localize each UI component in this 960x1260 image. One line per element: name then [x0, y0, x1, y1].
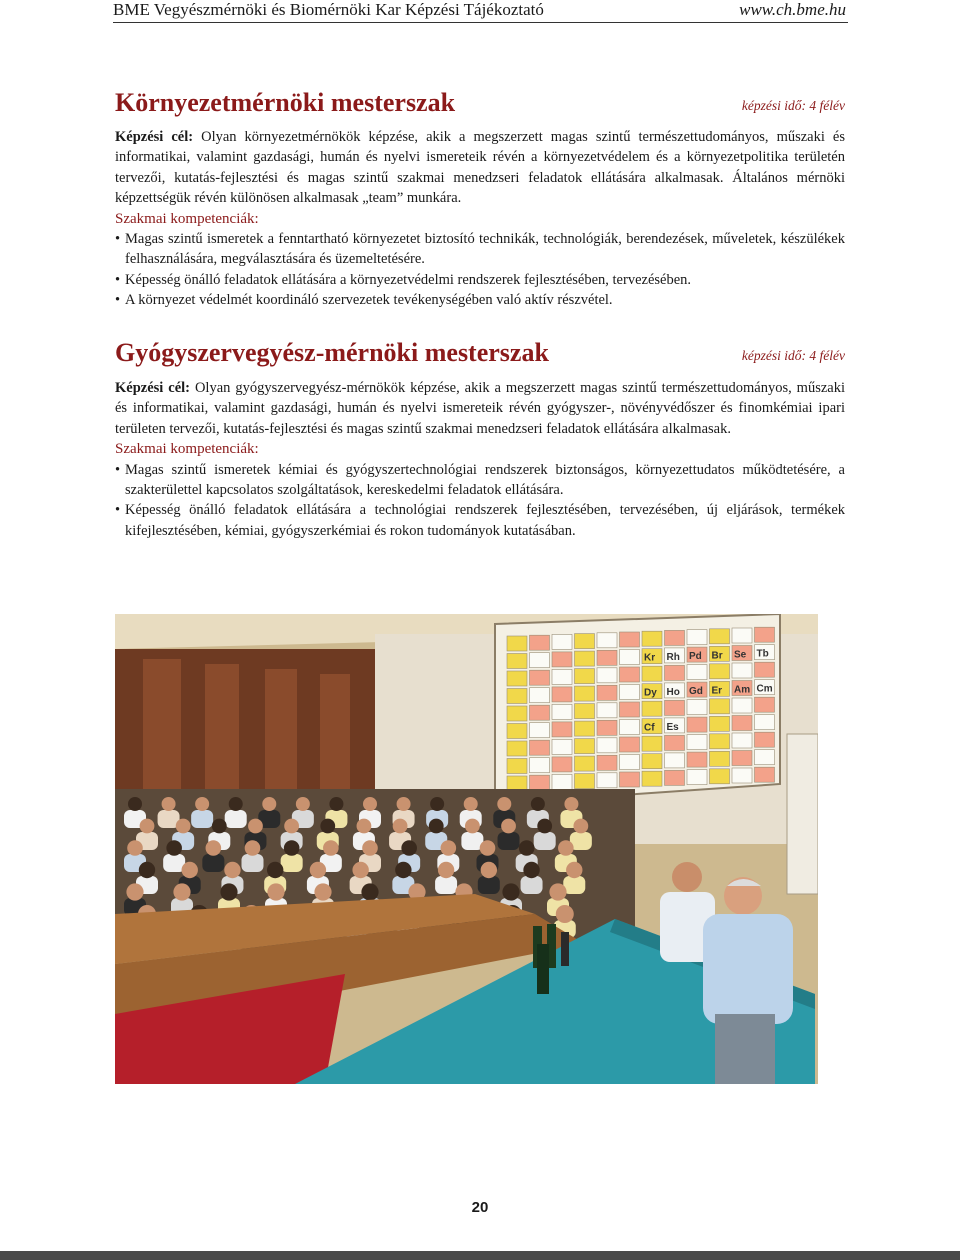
element-cell: [665, 770, 685, 785]
element-symbol: Kr: [644, 652, 656, 664]
element-cell: [665, 630, 685, 645]
element-cell: [507, 759, 527, 774]
element-cell: [552, 634, 572, 649]
element-cell: [642, 631, 662, 646]
element-cell: [687, 717, 707, 732]
element-cell: [507, 671, 527, 686]
audience-member-head: [438, 862, 454, 878]
audience-member-head: [523, 862, 539, 878]
element-cell: [597, 720, 617, 735]
element-cell: [507, 741, 527, 756]
competencies-heading: Szakmai kompetenciák:: [115, 441, 259, 458]
element-cell: [507, 724, 527, 739]
element-cell: [732, 768, 752, 783]
audience-member-head: [502, 883, 519, 900]
element-cell: [620, 737, 640, 752]
audience-member: [478, 876, 500, 894]
element-cell: [665, 700, 685, 715]
element-cell: [755, 750, 775, 765]
audience-member-head: [140, 819, 155, 834]
element-cell: [665, 735, 685, 750]
training-goal: [115, 378, 845, 439]
section-duration-environmental: képzési idő: 4 félév: [741, 98, 845, 113]
element-cell: [507, 689, 527, 704]
element-symbol: Br: [711, 650, 723, 662]
element-cell: [665, 753, 685, 768]
element-cell: [552, 757, 572, 772]
element-cell: [755, 627, 775, 642]
competencies-list: [115, 229, 845, 311]
element-cell: [597, 685, 617, 700]
element-cell: [530, 635, 550, 650]
element-cell: [755, 732, 775, 747]
element-symbol: Am: [734, 684, 751, 696]
element-cell: [710, 629, 730, 644]
audience-member-head: [173, 883, 190, 900]
audience-member-head: [357, 819, 372, 834]
element-cell: [575, 704, 595, 719]
element-cell: [507, 654, 527, 669]
element-cell: [620, 720, 640, 735]
element-symbol: Pd: [689, 651, 702, 663]
audience-member-head: [126, 883, 143, 900]
element-cell: [687, 630, 707, 645]
element-cell: [732, 663, 752, 678]
element-cell: [620, 702, 640, 717]
element-cell: [620, 755, 640, 770]
element-symbol: Ho: [666, 686, 680, 698]
element-cell: [575, 686, 595, 701]
element-cell: [665, 665, 685, 680]
section-body-pharmaceutical: [115, 378, 845, 541]
element-cell: [597, 633, 617, 648]
audience-member-head: [361, 883, 378, 900]
element-cell: [575, 756, 595, 771]
element-cell: [642, 666, 662, 681]
element-cell: [575, 774, 595, 789]
audience-member: [534, 832, 556, 850]
audience-member-head: [564, 797, 578, 811]
audience-member: [191, 810, 213, 828]
element-cell: [530, 758, 550, 773]
training-goal-text: Olyan gyógyszervegyész-mérnökök képzése, akik a megszerzett magas szintű természettudományos, műszaki és informatikai, valamint gazdasági, humán és nyelvi ismereteik révén gyógyszer-, növényvédőszer és finomkémiai ipari területen tervezői, kutatás-fejlesztési és magas szintű szakmai menedzseri feladatok ellátására alkalmasak.: [115, 380, 845, 437]
element-cell: [552, 774, 572, 789]
audience-member-head: [501, 819, 516, 834]
element-cell: [687, 665, 707, 680]
training-goal-label: Képzési cél:: [115, 129, 194, 145]
list-item: • Magas szintű ismeretek a fenntartható környezetet biztosító technikák, technológiák, berendezések, műveletek, készülékek felhasználására, megválasztására és üzemeltetésére.: [115, 229, 845, 270]
audience-member-head: [248, 819, 263, 834]
element-cell: [642, 736, 662, 751]
element-cell: [530, 670, 550, 685]
element-cell: [755, 697, 775, 712]
audience-member-head: [284, 819, 299, 834]
element-cell: [552, 739, 572, 754]
audience-member-head: [480, 840, 496, 856]
audience-member-head: [465, 819, 480, 834]
element-cell: [710, 664, 730, 679]
element-cell: [597, 738, 617, 753]
element-cell: [507, 776, 527, 791]
audience-member-head: [558, 840, 574, 856]
element-symbol: Rh: [666, 651, 680, 663]
section-title-pharmaceutical: Gyógyszervegyész-mérnöki mesterszak: [115, 338, 549, 367]
element-cell: [552, 722, 572, 737]
element-cell: [530, 705, 550, 720]
element-cell: [687, 700, 707, 715]
audience-member-head: [329, 797, 343, 811]
element-cell: [687, 752, 707, 767]
audience-member: [435, 876, 457, 894]
audience-member-head: [363, 797, 377, 811]
list-item: • Magas szintű ismeretek kémiai és gyógyszertechnológiai rendszerek biztonságos, környezettudatos működtetésére, a szakterülettel kapcsolatos szolgáltatások, kereskedelmi feladatok ellátására.: [115, 460, 845, 501]
audience-member-head: [549, 883, 566, 900]
element-cell: [710, 769, 730, 784]
footer-bar: [0, 1251, 960, 1260]
audience-member-head: [262, 797, 276, 811]
audience-member: [281, 854, 303, 872]
element-cell: [755, 662, 775, 677]
element-cell: [597, 668, 617, 683]
audience-member-head: [401, 840, 417, 856]
element-cell: [597, 755, 617, 770]
audience-member-head: [166, 840, 182, 856]
element-cell: [597, 703, 617, 718]
audience-member-head: [195, 797, 209, 811]
audience-member: [563, 876, 585, 894]
element-cell: [530, 653, 550, 668]
audience-member-head: [566, 862, 582, 878]
element-cell: [507, 636, 527, 651]
audience-member-head: [224, 862, 240, 878]
audience-member-head: [212, 819, 227, 834]
audience-member-head: [441, 840, 457, 856]
element-cell: [710, 751, 730, 766]
element-cell: [620, 650, 640, 665]
audience-member-head: [220, 883, 237, 900]
element-cell: [642, 771, 662, 786]
element-cell: [710, 716, 730, 731]
audience-member-head: [323, 840, 339, 856]
element-cell: [552, 669, 572, 684]
element-cell: [732, 698, 752, 713]
training-goal-text: Olyan környezetmérnökök képzése, akik a megszerzett magas szintű természettudományos, műszaki és informatikai, valamint gazdasági, humán és nyelvi ismereteik révén a környezetvédelem és a környezetpolitika területén tervezői, kutatás-fejlesztési és magas szintű szakmai menedzseri feladatok ellátására alkalmasak. Általános mérnöki képzettségük révén különösen alkalmasak „team” munkára.: [115, 129, 845, 207]
element-cell: [710, 734, 730, 749]
audience-member-head: [127, 840, 143, 856]
audience-member-head: [267, 862, 283, 878]
audience-member-head: [352, 862, 368, 878]
audience-member-head: [162, 797, 176, 811]
audience-member-head: [397, 797, 411, 811]
element-cell: [620, 667, 640, 682]
audience-member-head: [176, 819, 191, 834]
element-cell: [575, 739, 595, 754]
competencies-heading: Szakmai kompetenciák:: [115, 210, 259, 227]
audience-member-head: [206, 840, 222, 856]
audience-member-head: [429, 819, 444, 834]
element-symbol: Cf: [644, 722, 655, 734]
audience-member-head: [320, 819, 335, 834]
audience-member-head: [464, 797, 478, 811]
element-cell: [552, 687, 572, 702]
audience-member-head: [229, 797, 243, 811]
element-cell: [732, 628, 752, 643]
element-cell: [620, 632, 640, 647]
element-symbol: Dy: [644, 687, 657, 699]
element-cell: [575, 721, 595, 736]
audience-member-head: [128, 797, 142, 811]
audience-member-head: [267, 883, 284, 900]
element-cell: [552, 652, 572, 667]
audience-member-head: [519, 840, 535, 856]
list-item: • Képesség önálló feladatok ellátására a technológiai rendszerek fejlesztésében, tervezésében, új eljárások, termékek kifejlesztésében, kémiai, gyógyszerkémiai és rokon tudományok kutatásában.: [115, 500, 845, 541]
element-cell: [620, 772, 640, 787]
audience-member: [225, 810, 247, 828]
audience-member-head: [393, 819, 408, 834]
lecture-hall-illustration: [115, 614, 818, 1084]
element-symbol: Es: [666, 721, 679, 733]
element-cell: [597, 773, 617, 788]
element-cell: [575, 634, 595, 649]
list-item: • A környezet védelmét koordináló szervezetek tevékenységében való aktív részvétel.: [115, 290, 845, 310]
audience-member-head: [556, 905, 574, 923]
audience-member-head: [182, 862, 198, 878]
list-item: • Képesség önálló feladatok ellátására a környezetvédelmi rendszerek fejlesztésében, tervezésében.: [115, 270, 845, 290]
element-cell: [507, 706, 527, 721]
audience-member-head: [245, 840, 261, 856]
section-body-environmental: [115, 127, 845, 311]
competencies-list: [115, 460, 845, 542]
training-goal-label: Képzési cél:: [115, 380, 190, 396]
audience-member-head: [531, 797, 545, 811]
page-number: 20: [471, 1199, 489, 1216]
audience-member-head: [284, 840, 300, 856]
audience-member: [521, 876, 543, 894]
element-cell: [755, 715, 775, 730]
audience-member-head: [537, 819, 552, 834]
element-cell: [642, 701, 662, 716]
audience-member: [242, 854, 264, 872]
header-website: www.ch.bme.hu: [739, 0, 846, 19]
element-cell: [530, 688, 550, 703]
audience-member-head: [430, 797, 444, 811]
element-cell: [530, 723, 550, 738]
element-cell: [732, 716, 752, 731]
element-cell: [732, 751, 752, 766]
element-cell: [552, 704, 572, 719]
element-symbol: Er: [711, 685, 723, 697]
audience-member-head: [362, 840, 378, 856]
element-symbol: Tb: [756, 648, 769, 660]
element-cell: [575, 651, 595, 666]
element-cell: [597, 650, 617, 665]
audience-member: [202, 854, 224, 872]
audience-member-head: [310, 862, 326, 878]
element-cell: [575, 669, 595, 684]
element-cell: [530, 740, 550, 755]
element-cell: [710, 699, 730, 714]
section-title-environmental: Környezetmérnöki mesterszak: [115, 88, 456, 117]
audience-member: [498, 832, 520, 850]
element-cell: [530, 775, 550, 790]
element-cell: [687, 770, 707, 785]
element-cell: [732, 733, 752, 748]
audience-member-head: [296, 797, 310, 811]
lecture-hall-photo: [115, 614, 818, 1084]
element-cell: [642, 754, 662, 769]
audience-member-head: [314, 883, 331, 900]
element-symbol: Cm: [756, 683, 773, 695]
header-title: BME Vegyészmérnöki és Biomérnöki Kar Képzési Tájékoztató: [113, 0, 544, 19]
element-cell: [620, 685, 640, 700]
audience-member-head: [395, 862, 411, 878]
audience-member-head: [139, 862, 155, 878]
element-cell: [687, 735, 707, 750]
audience-member-head: [573, 819, 588, 834]
audience-member-head: [481, 862, 497, 878]
page-header: [113, 0, 848, 23]
element-cell: [755, 767, 775, 782]
element-symbol: Se: [734, 649, 747, 661]
element-symbol: Gd: [689, 686, 703, 698]
audience-member-head: [497, 797, 511, 811]
section-duration-pharmaceutical: képzési idő: 4 félév: [741, 348, 845, 363]
training-goal: [115, 127, 845, 209]
